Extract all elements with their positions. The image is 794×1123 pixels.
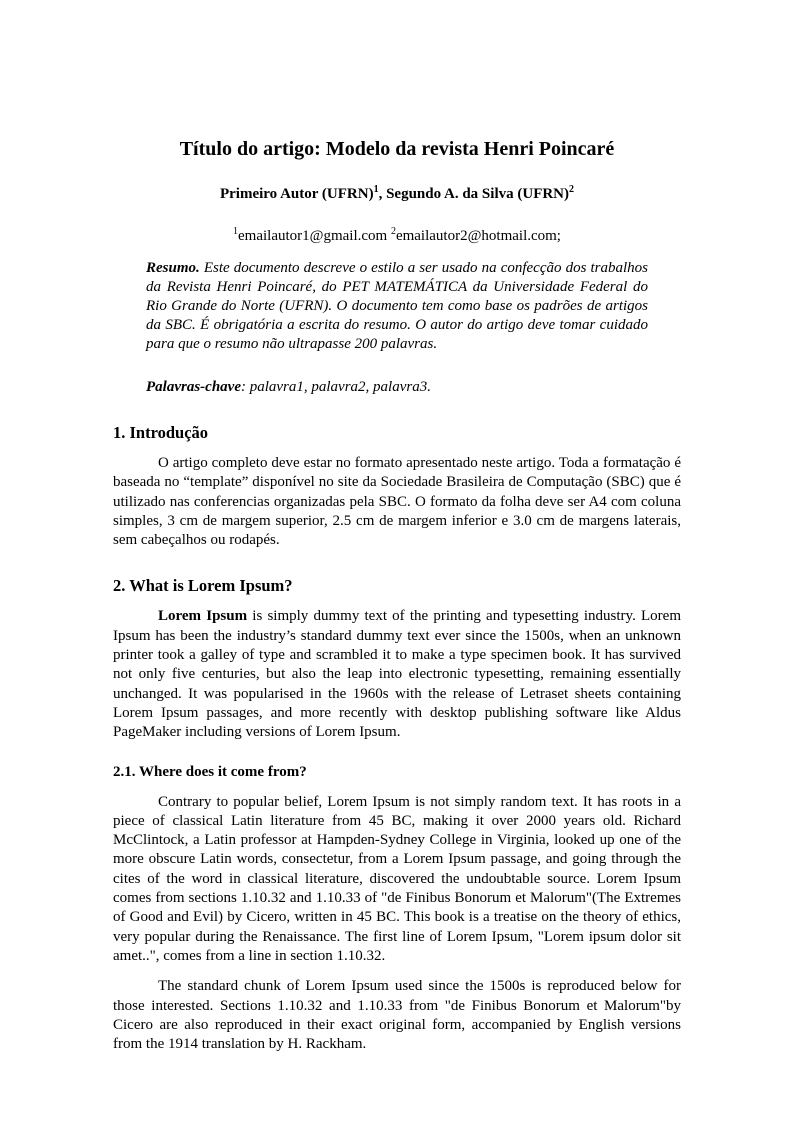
author-line [113, 185, 681, 204]
origin-paragraph-1: Contrary to popular belief, Lorem Ipsum is not simply random text. It has roots in a piece of classical Latin literature from 45 BC, making it over 2000 years old. Richard McClintock, a Latin professor at Hampden-Sydney College in Virginia, looked up one of the more obscure Latin words, consectetur, from a Lorem Ipsum passage, and going through the cites of the word in classical literature, discovered the undoubtable source. Lorem Ipsum comes from sections 1.10.32 and 1.10.33 of "de Finibus Bonorum et Malorum"(The Extremes of Good and Evil) by Cicero, written in 45 BC. This book is a treatise on the theory of ethics, very popular during the Renaissance. The first line of Lorem Ipsum, "Lorem ipsum dolor sit amet..", comes from a line in section 1.10.32. [113, 793, 681, 964]
article-title: Título do artigo: Modelo da revista Henri Poincaré [179, 138, 615, 160]
abstract-text: Este documento descreve o estilo a ser usado na confecção dos trabalhos da Revista Henri Poincaré, do PET MATEMÁTICA da Universidade Federal do Rio Grande do Norte (UFRN). O documento tem como base os padrões de artigos da SBC. É obrigatória a escrita do resumo. O autor do artigo deve tomar cuidado para que o resumo não ultrapasse 200 palavras. [146, 260, 648, 352]
email-line [113, 227, 681, 246]
section-heading-what-is-lorem-ipsum: 2. What is Lorem Ipsum? [113, 576, 293, 596]
author-1: Primeiro Autor (UFRN) [219, 186, 374, 202]
lorem-paragraph-text: is simply dummy text of the printing and typesetting industry. Lorem Ipsum has been the industry’s standard dummy text ever since the 1500s, when an unknown printer took a galley of type and scrambled it to make a type specimen book. It has survived not only five centuries, but also the leap into electronic typesetting, remaining essentially unchanged. It was popularised in the 1960s with the release of Letraset sheets containing Lorem Ipsum passages, and more recently with desktop publishing software like Aldus PageMaker including versions of Lorem Ipsum. [113, 608, 681, 741]
email-1-affiliation-mark: 1 [233, 226, 239, 237]
email-2: emailautor2@hotmail.com; [395, 228, 561, 244]
keywords-line [146, 378, 648, 397]
lorem-bold-lead: Lorem Ipsum [158, 608, 248, 625]
abstract-block [146, 259, 648, 354]
author-1-affiliation-mark: 1 [373, 184, 379, 195]
email-1: emailautor1@gmail.com [238, 228, 391, 244]
abstract-label: Resumo. [146, 260, 200, 276]
keywords-label: Palavras-chave [146, 379, 241, 395]
section-heading-introducao: 1. Introdução [113, 423, 209, 442]
intro-paragraph: O artigo completo deve estar no formato apresentado neste artigo. Toda a formatação é baseada no “template” disponível no site da Sociedade Brasileira de Computação (SBC) que é utilizado nas conferencias organizadas pela SBC. O formato da folha deve ser A4 com coluna simples, 3 cm de margem superior, 2.5 cm de margem inferior e 3.0 cm de margens laterais, sem cabeçalhos ou rodapés. [113, 455, 681, 549]
email-2-affiliation-mark: 2 [390, 226, 396, 237]
origin-paragraph-2: The standard chunk of Lorem Ipsum used since the 1500s is reproduced below for those interested. Sections 1.10.32 and 1.10.33 from "de Finibus Bonorum et Malorum"by Cicero are also reproduced in their exact original form, accompanied by English versions from the 1914 translation by H. Rackham. [113, 978, 681, 1053]
author-2-affiliation-mark: 2 [569, 184, 575, 195]
subsection-heading-where-does-it-come-from: 2.1. Where does it come from? [113, 763, 307, 780]
lorem-paragraph [113, 607, 681, 742]
keywords-text: : palavra1, palavra2, palavra3. [240, 379, 431, 395]
author-2: , Segundo A. da Silva (UFRN) [378, 186, 570, 202]
